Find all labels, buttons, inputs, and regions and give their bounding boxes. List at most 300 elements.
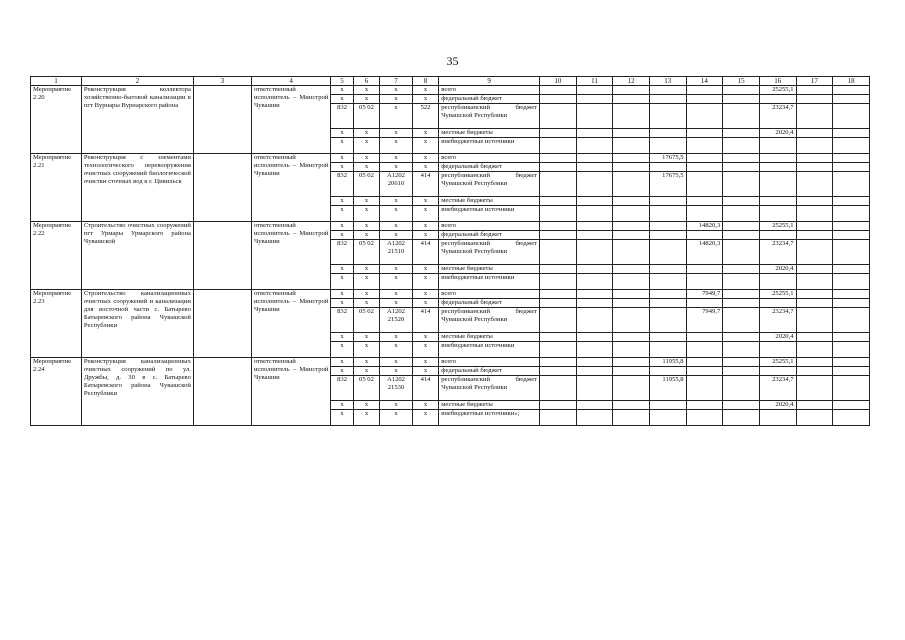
csr-code: x xyxy=(380,104,413,129)
amount-col-12 xyxy=(613,333,650,342)
amount-col-18 xyxy=(833,367,870,376)
csr-code: x xyxy=(380,299,413,308)
amount-col-13 xyxy=(649,104,686,129)
amount-col-14: 14820,3 xyxy=(686,222,723,231)
grbs-code: x xyxy=(331,290,353,299)
amount-col-12 xyxy=(613,290,650,299)
amount-col-15 xyxy=(723,104,760,129)
amount-col-18 xyxy=(833,333,870,342)
amount-col-11 xyxy=(576,308,613,333)
empty-cell xyxy=(193,222,251,290)
amount-col-12 xyxy=(613,376,650,401)
amount-col-16 xyxy=(759,172,796,197)
amount-col-10 xyxy=(540,367,577,376)
amount-col-18 xyxy=(833,129,870,138)
funding-source: всего xyxy=(439,222,540,231)
empty-cell xyxy=(193,154,251,222)
vr-code: 522 xyxy=(412,104,438,129)
amount-col-15 xyxy=(723,358,760,367)
amount-col-17 xyxy=(796,342,833,358)
funding-source: местные бюджеты xyxy=(439,129,540,138)
amount-col-14 xyxy=(686,410,723,426)
executor: ответственный исполнитель – Минстрой Чувашии xyxy=(251,154,330,222)
vr-code: x xyxy=(412,265,438,274)
amount-col-12 xyxy=(613,274,650,290)
amount-col-16 xyxy=(759,154,796,163)
amount-col-13 xyxy=(649,86,686,95)
funding-source: местные бюджеты xyxy=(439,265,540,274)
amount-col-11 xyxy=(576,376,613,401)
amount-col-12 xyxy=(613,401,650,410)
amount-col-13 xyxy=(649,265,686,274)
grbs-code: x xyxy=(331,342,353,358)
amount-col-13 xyxy=(649,333,686,342)
amount-col-17 xyxy=(796,138,833,154)
amount-col-11 xyxy=(576,231,613,240)
funding-source: республиканский бюджет Чувашской Республики xyxy=(439,376,540,401)
amount-col-15 xyxy=(723,367,760,376)
column-number: 9 xyxy=(439,77,540,86)
amount-col-18 xyxy=(833,231,870,240)
measure-title: Реконструкция канализационных очистных сооружений по ул. Дружбы, д. 30 в с. Батырево Батыревского района Чувашской Республики xyxy=(81,358,193,426)
amount-col-14: 14820,3 xyxy=(686,240,723,265)
empty-cell xyxy=(193,290,251,358)
amount-col-10 xyxy=(540,299,577,308)
amount-col-10 xyxy=(540,358,577,367)
table-row xyxy=(31,290,870,299)
amount-col-12 xyxy=(613,86,650,95)
csr-code: x xyxy=(380,410,413,426)
amount-col-15 xyxy=(723,240,760,265)
amount-col-16: 2020,4 xyxy=(759,129,796,138)
column-number: 11 xyxy=(576,77,613,86)
amount-col-15 xyxy=(723,86,760,95)
amount-col-17 xyxy=(796,358,833,367)
funding-source: республиканский бюджет Чувашской Республики xyxy=(439,172,540,197)
executor: ответственный исполнитель – Минстрой Чувашии xyxy=(251,222,330,290)
grbs-code: 832 xyxy=(331,376,353,401)
amount-col-14 xyxy=(686,231,723,240)
funding-source: всего xyxy=(439,290,540,299)
amount-col-10 xyxy=(540,333,577,342)
amount-col-14 xyxy=(686,299,723,308)
amount-col-10 xyxy=(540,206,577,222)
vr-code: x xyxy=(412,138,438,154)
amount-col-13 xyxy=(649,342,686,358)
column-number: 2 xyxy=(81,77,193,86)
grbs-code: x xyxy=(331,86,353,95)
amount-col-16 xyxy=(759,410,796,426)
amount-col-18 xyxy=(833,222,870,231)
amount-col-14 xyxy=(686,333,723,342)
amount-col-14 xyxy=(686,163,723,172)
csr-code: x xyxy=(380,342,413,358)
amount-col-13 xyxy=(649,138,686,154)
grbs-code: x xyxy=(331,265,353,274)
amount-col-18 xyxy=(833,138,870,154)
measure-label: Мероприятие 2.20 xyxy=(31,86,82,154)
amount-col-13: 17675,5 xyxy=(649,172,686,197)
amount-col-16: 2020,4 xyxy=(759,265,796,274)
amount-col-12 xyxy=(613,342,650,358)
amount-col-18 xyxy=(833,104,870,129)
amount-col-18 xyxy=(833,358,870,367)
amount-col-11 xyxy=(576,358,613,367)
funding-source: внебюджетные источники xyxy=(439,274,540,290)
amount-col-14 xyxy=(686,206,723,222)
rz-pr-code: x xyxy=(353,138,379,154)
amount-col-11 xyxy=(576,154,613,163)
amount-col-10 xyxy=(540,95,577,104)
amount-col-13 xyxy=(649,95,686,104)
amount-col-16 xyxy=(759,163,796,172)
amount-col-16 xyxy=(759,299,796,308)
rz-pr-code: x xyxy=(353,206,379,222)
amount-col-12 xyxy=(613,410,650,426)
rz-pr-code: 05 02 xyxy=(353,104,379,129)
rz-pr-code: x xyxy=(353,401,379,410)
measure-label: Мероприятие 2.23 xyxy=(31,290,82,358)
amount-col-12 xyxy=(613,308,650,333)
rz-pr-code: x xyxy=(353,231,379,240)
amount-col-10 xyxy=(540,154,577,163)
amount-col-12 xyxy=(613,95,650,104)
funding-source: федеральный бюджет xyxy=(439,367,540,376)
grbs-code: 832 xyxy=(331,308,353,333)
amount-col-16 xyxy=(759,138,796,154)
grbs-code: x xyxy=(331,163,353,172)
amount-col-16: 23234,7 xyxy=(759,308,796,333)
vr-code: 414 xyxy=(412,308,438,333)
amount-col-18 xyxy=(833,240,870,265)
amount-col-12 xyxy=(613,138,650,154)
amount-col-11 xyxy=(576,333,613,342)
amount-col-17 xyxy=(796,222,833,231)
amount-col-17 xyxy=(796,86,833,95)
amount-col-16: 2020,4 xyxy=(759,401,796,410)
column-number: 1 xyxy=(31,77,82,86)
amount-col-16: 23234,7 xyxy=(759,104,796,129)
rz-pr-code: x xyxy=(353,86,379,95)
csr-code: x xyxy=(380,197,413,206)
amount-col-13 xyxy=(649,401,686,410)
csr-code: A1202 20610 xyxy=(380,172,413,197)
amount-col-15 xyxy=(723,172,760,197)
amount-col-12 xyxy=(613,172,650,197)
amount-col-17 xyxy=(796,333,833,342)
grbs-code: x xyxy=(331,333,353,342)
amount-col-10 xyxy=(540,86,577,95)
amount-col-17 xyxy=(796,265,833,274)
amount-col-11 xyxy=(576,163,613,172)
amount-col-10 xyxy=(540,172,577,197)
amount-col-16: 23234,7 xyxy=(759,376,796,401)
column-number: 17 xyxy=(796,77,833,86)
vr-code: x xyxy=(412,154,438,163)
amount-col-17 xyxy=(796,274,833,290)
amount-col-15 xyxy=(723,163,760,172)
vr-code: x xyxy=(412,342,438,358)
amount-col-13 xyxy=(649,231,686,240)
amount-col-18 xyxy=(833,342,870,358)
grbs-code: x xyxy=(331,129,353,138)
amount-col-15 xyxy=(723,290,760,299)
amount-col-17 xyxy=(796,299,833,308)
amount-col-14 xyxy=(686,401,723,410)
funding-source: внебюджетные источники xyxy=(439,138,540,154)
amount-col-14 xyxy=(686,86,723,95)
funding-source: всего xyxy=(439,86,540,95)
amount-col-17 xyxy=(796,95,833,104)
funding-source: внебюджетные источники»; xyxy=(439,410,540,426)
executor: ответственный исполнитель – Минстрой Чувашии xyxy=(251,290,330,358)
amount-col-16: 23234,7 xyxy=(759,240,796,265)
rz-pr-code: x xyxy=(353,367,379,376)
funding-source: федеральный бюджет xyxy=(439,299,540,308)
vr-code: x xyxy=(412,86,438,95)
funding-source: федеральный бюджет xyxy=(439,95,540,104)
amount-col-13 xyxy=(649,410,686,426)
amount-col-11 xyxy=(576,104,613,129)
amount-col-14 xyxy=(686,95,723,104)
amount-col-11 xyxy=(576,299,613,308)
funding-source: республиканский бюджет Чувашской Республики xyxy=(439,104,540,129)
amount-col-13 xyxy=(649,367,686,376)
vr-code: x xyxy=(412,222,438,231)
amount-col-11 xyxy=(576,265,613,274)
csr-code: x xyxy=(380,222,413,231)
amount-col-13 xyxy=(649,197,686,206)
grbs-code: x xyxy=(331,197,353,206)
csr-code: x xyxy=(380,86,413,95)
amount-col-11 xyxy=(576,222,613,231)
amount-col-16: 25255,1 xyxy=(759,290,796,299)
column-number-row xyxy=(31,77,870,86)
amount-col-10 xyxy=(540,240,577,265)
csr-code: x xyxy=(380,206,413,222)
amount-col-10 xyxy=(540,231,577,240)
amount-col-15 xyxy=(723,308,760,333)
rz-pr-code: x xyxy=(353,299,379,308)
csr-code: x xyxy=(380,290,413,299)
grbs-code: x xyxy=(331,358,353,367)
grbs-code: x xyxy=(331,410,353,426)
funding-source: всего xyxy=(439,358,540,367)
vr-code: x xyxy=(412,367,438,376)
amount-col-11 xyxy=(576,367,613,376)
table-row xyxy=(31,222,870,231)
amount-col-14 xyxy=(686,342,723,358)
amount-col-17 xyxy=(796,206,833,222)
amount-col-18 xyxy=(833,274,870,290)
amount-col-13: 11955,8 xyxy=(649,376,686,401)
grbs-code: x xyxy=(331,138,353,154)
amount-col-18 xyxy=(833,265,870,274)
csr-code: x xyxy=(380,129,413,138)
vr-code: x xyxy=(412,163,438,172)
amount-col-12 xyxy=(613,265,650,274)
rz-pr-code: 05 02 xyxy=(353,240,379,265)
empty-cell xyxy=(193,358,251,426)
rz-pr-code: x xyxy=(353,154,379,163)
amount-col-12 xyxy=(613,104,650,129)
measure-label: Мероприятие 2.22 xyxy=(31,222,82,290)
amount-col-17 xyxy=(796,308,833,333)
amount-col-12 xyxy=(613,222,650,231)
funding-source: республиканский бюджет Чувашской Республики xyxy=(439,308,540,333)
vr-code: x xyxy=(412,401,438,410)
amount-col-18 xyxy=(833,197,870,206)
measure-label: Мероприятие 2.24 xyxy=(31,358,82,426)
amount-col-11 xyxy=(576,206,613,222)
amount-col-15 xyxy=(723,333,760,342)
amount-col-10 xyxy=(540,129,577,138)
amount-col-16 xyxy=(759,197,796,206)
rz-pr-code: 05 02 xyxy=(353,376,379,401)
table-row xyxy=(31,154,870,163)
amount-col-14 xyxy=(686,367,723,376)
vr-code: x xyxy=(412,129,438,138)
funding-source: всего xyxy=(439,154,540,163)
column-number: 10 xyxy=(540,77,577,86)
executor: ответственный исполнитель – Минстрой Чувашии xyxy=(251,86,330,154)
rz-pr-code: 05 02 xyxy=(353,172,379,197)
vr-code: x xyxy=(412,358,438,367)
amount-col-18 xyxy=(833,86,870,95)
csr-code: x xyxy=(380,367,413,376)
amount-col-15 xyxy=(723,231,760,240)
amount-col-13 xyxy=(649,308,686,333)
rz-pr-code: x xyxy=(353,222,379,231)
amount-col-14: 7949,7 xyxy=(686,308,723,333)
amount-col-10 xyxy=(540,104,577,129)
amount-col-10 xyxy=(540,222,577,231)
amount-col-18 xyxy=(833,172,870,197)
grbs-code: x xyxy=(331,222,353,231)
csr-code: x xyxy=(380,401,413,410)
amount-col-17 xyxy=(796,376,833,401)
amount-col-17 xyxy=(796,104,833,129)
amount-col-17 xyxy=(796,290,833,299)
vr-code: x xyxy=(412,197,438,206)
amount-col-18 xyxy=(833,290,870,299)
vr-code: x xyxy=(412,299,438,308)
amount-col-11 xyxy=(576,129,613,138)
empty-cell xyxy=(193,86,251,154)
amount-col-18 xyxy=(833,299,870,308)
csr-code: x xyxy=(380,154,413,163)
amount-col-11 xyxy=(576,138,613,154)
amount-col-15 xyxy=(723,274,760,290)
rz-pr-code: x xyxy=(353,163,379,172)
amount-col-18 xyxy=(833,95,870,104)
csr-code: x xyxy=(380,231,413,240)
amount-col-14 xyxy=(686,358,723,367)
amount-col-17 xyxy=(796,129,833,138)
amount-col-12 xyxy=(613,163,650,172)
csr-code: A1202 21510 xyxy=(380,240,413,265)
amount-col-12 xyxy=(613,240,650,265)
amount-col-15 xyxy=(723,222,760,231)
csr-code: A1202 21520 xyxy=(380,308,413,333)
column-number: 16 xyxy=(759,77,796,86)
column-number: 6 xyxy=(353,77,379,86)
column-number: 15 xyxy=(723,77,760,86)
vr-code: 414 xyxy=(412,172,438,197)
rz-pr-code: x xyxy=(353,333,379,342)
csr-code: x xyxy=(380,95,413,104)
funding-source: внебюджетные источники xyxy=(439,342,540,358)
csr-code: A1202 21530 xyxy=(380,376,413,401)
amount-col-12 xyxy=(613,154,650,163)
grbs-code: x xyxy=(331,206,353,222)
vr-code: x xyxy=(412,231,438,240)
amount-col-11 xyxy=(576,274,613,290)
amount-col-14 xyxy=(686,376,723,401)
csr-code: x xyxy=(380,358,413,367)
amount-col-16 xyxy=(759,342,796,358)
amount-col-16: 25255,1 xyxy=(759,358,796,367)
funding-source: местные бюджеты xyxy=(439,197,540,206)
grbs-code: 832 xyxy=(331,240,353,265)
grbs-code: 832 xyxy=(331,104,353,129)
amount-col-17 xyxy=(796,172,833,197)
vr-code: x xyxy=(412,206,438,222)
amount-col-11 xyxy=(576,342,613,358)
amount-col-16: 25255,1 xyxy=(759,86,796,95)
amount-col-17 xyxy=(796,401,833,410)
amount-col-10 xyxy=(540,342,577,358)
amount-col-16: 2020,4 xyxy=(759,333,796,342)
measure-title: Реконструкция с элементами технологического перевооружения очистных сооружений биологической очистки сточных вод в г. Цивильск xyxy=(81,154,193,222)
measure-title: Строительство очистных сооружений пгт Урмары Урмарского района Чувашской xyxy=(81,222,193,290)
executor: ответственный исполнитель – Минстрой Чувашии xyxy=(251,358,330,426)
csr-code: x xyxy=(380,265,413,274)
amount-col-15 xyxy=(723,138,760,154)
amount-col-17 xyxy=(796,231,833,240)
amount-col-12 xyxy=(613,129,650,138)
amount-col-14 xyxy=(686,265,723,274)
grbs-code: x xyxy=(331,367,353,376)
funding-source: федеральный бюджет xyxy=(439,163,540,172)
amount-col-11 xyxy=(576,197,613,206)
amount-col-13 xyxy=(649,299,686,308)
amount-col-17 xyxy=(796,410,833,426)
page-number: 35 xyxy=(446,54,459,68)
amount-col-18 xyxy=(833,163,870,172)
measure-title: Строительство канализационных очистных сооружений и канализации для восточной части с. Батырево Батыревского района Чувашской Республики xyxy=(81,290,193,358)
column-number: 3 xyxy=(193,77,251,86)
csr-code: x xyxy=(380,138,413,154)
amount-col-14 xyxy=(686,274,723,290)
amount-col-16 xyxy=(759,206,796,222)
amount-col-15 xyxy=(723,376,760,401)
amount-col-15 xyxy=(723,95,760,104)
amount-col-13 xyxy=(649,206,686,222)
amount-col-12 xyxy=(613,197,650,206)
rz-pr-code: x xyxy=(353,274,379,290)
vr-code: x xyxy=(412,274,438,290)
amount-col-17 xyxy=(796,240,833,265)
rz-pr-code: 05 02 xyxy=(353,308,379,333)
amount-col-10 xyxy=(540,401,577,410)
grbs-code: x xyxy=(331,95,353,104)
rz-pr-code: x xyxy=(353,358,379,367)
column-number: 12 xyxy=(613,77,650,86)
measure-label: Мероприятие 2.21 xyxy=(31,154,82,222)
amount-col-15 xyxy=(723,410,760,426)
vr-code: x xyxy=(412,333,438,342)
